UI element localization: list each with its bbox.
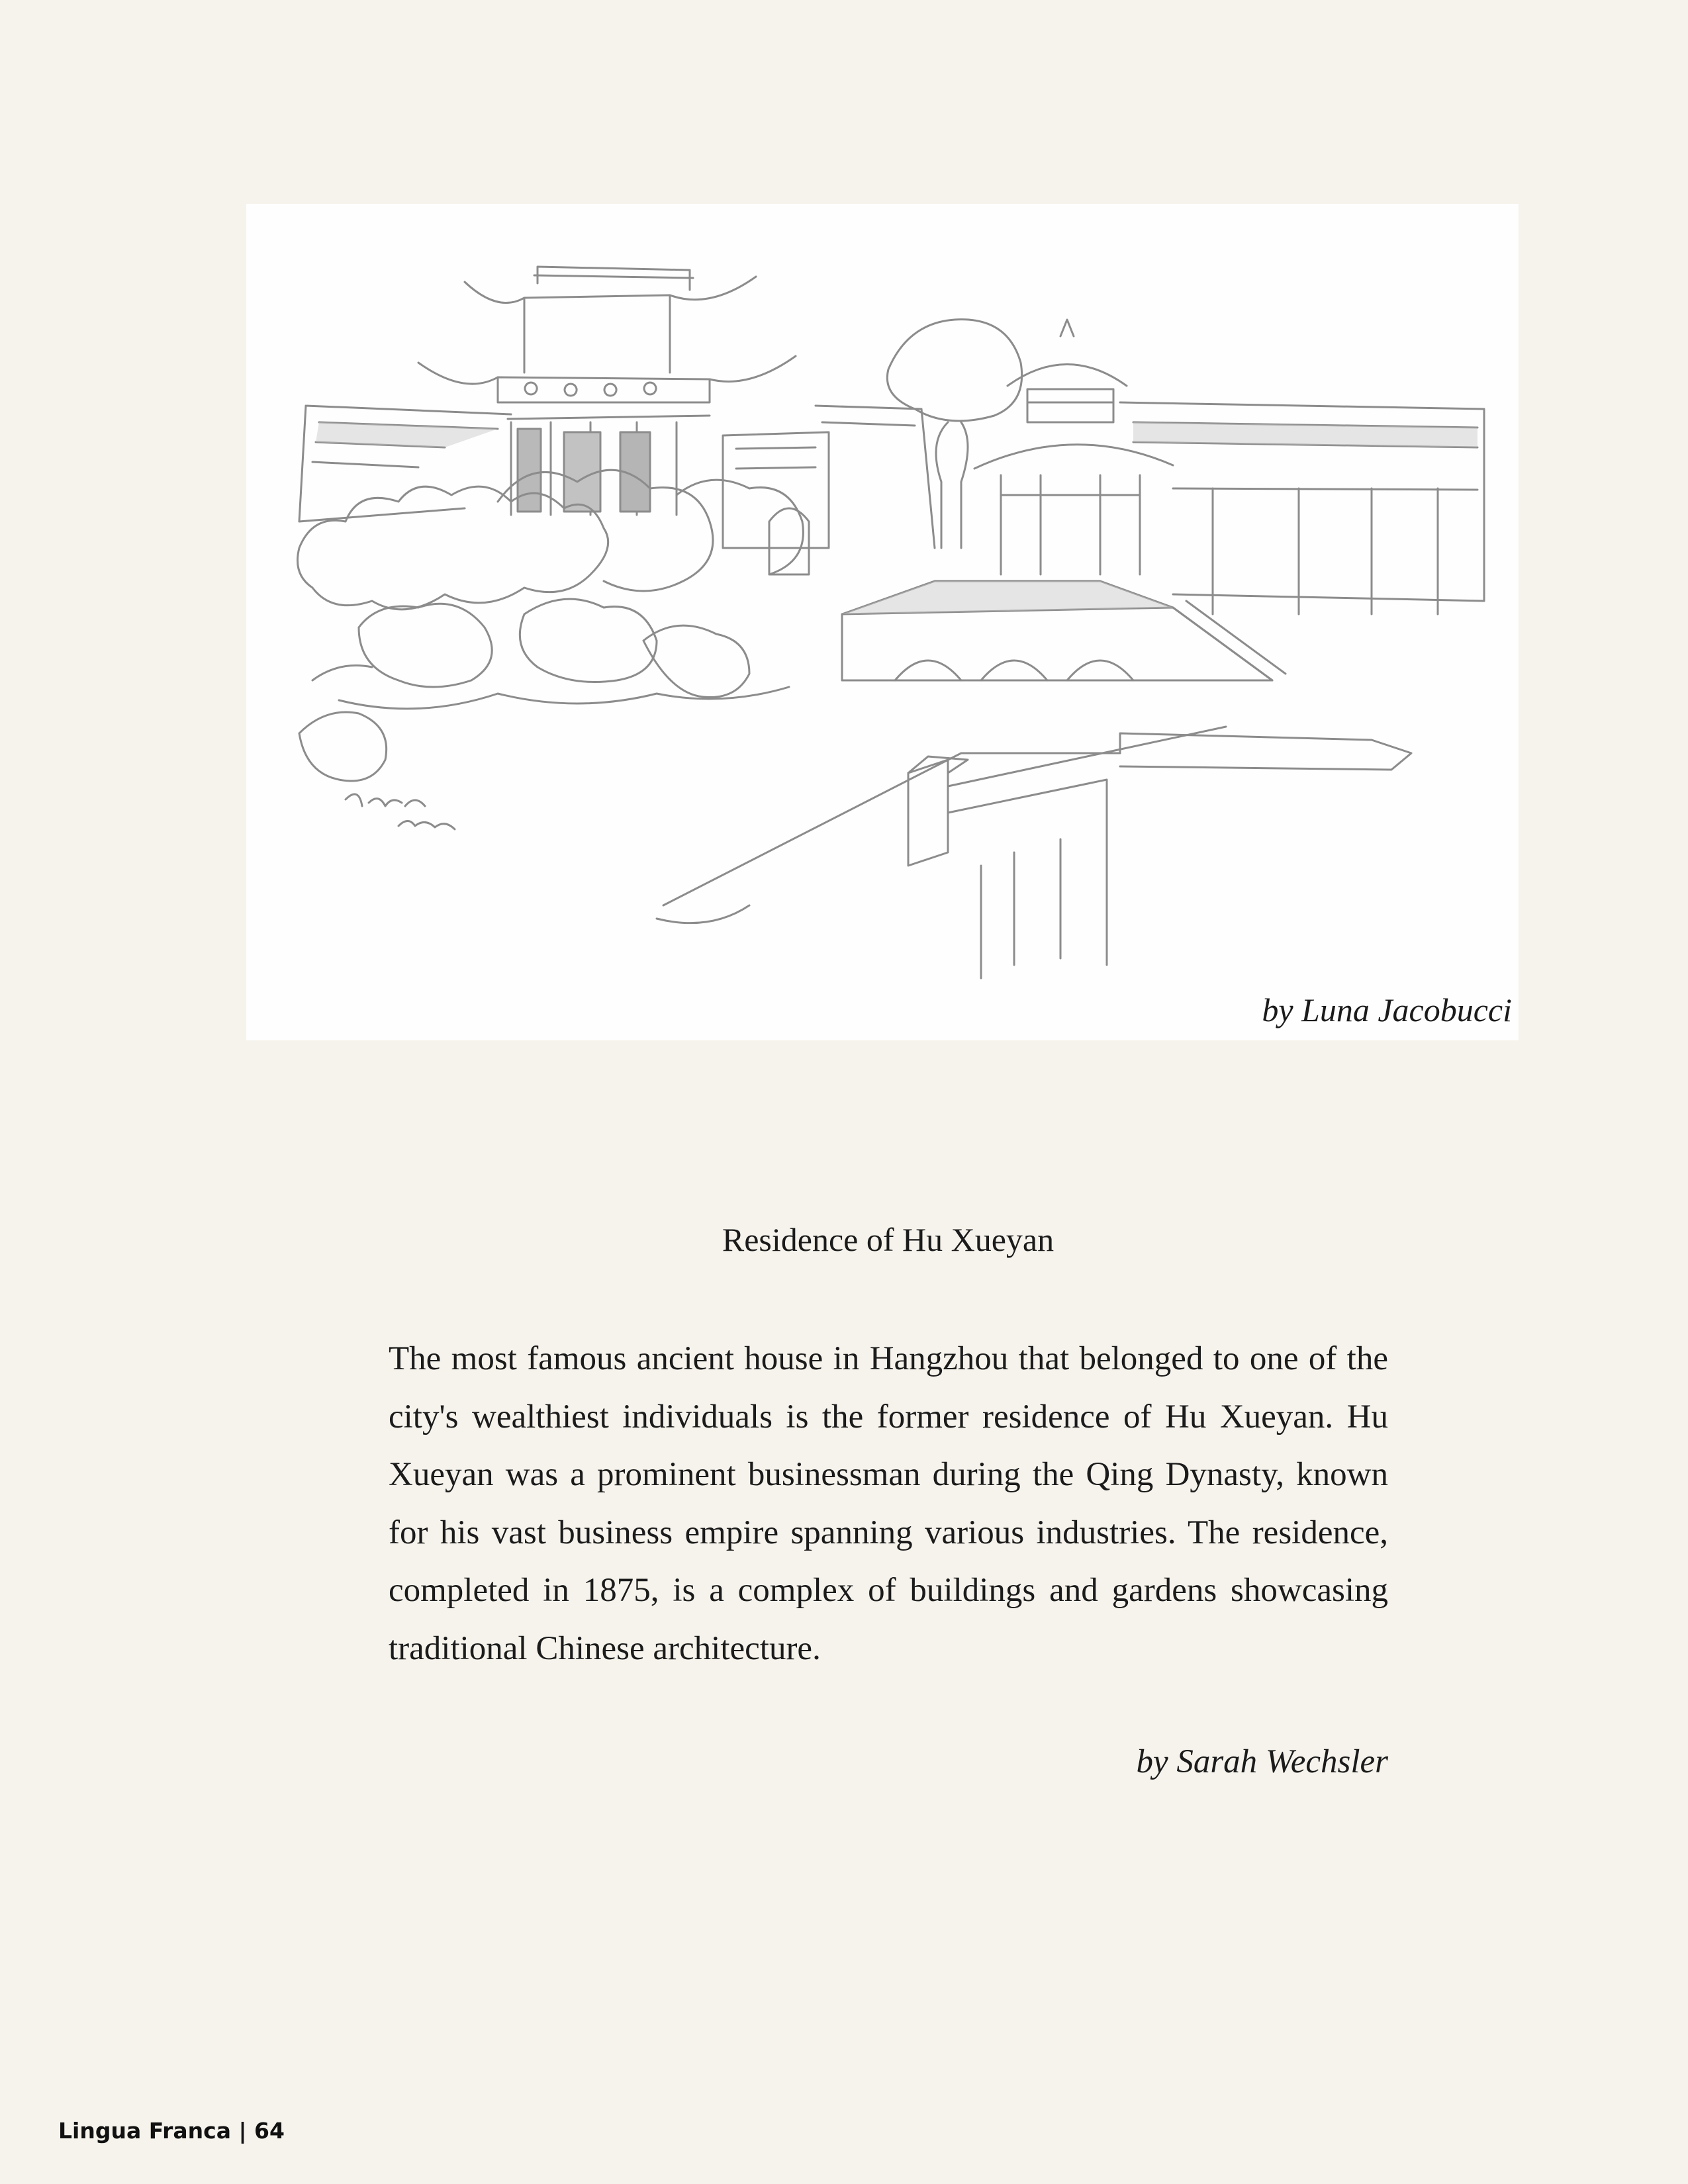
illustration-credit: by Luna Jacobucci — [1262, 991, 1512, 1028]
article-body: The most famous ancient house in Hangzhou that belonged to one of the city's wealthiest individuals is the former residence of Hu Xueyan. Hu Xueyan was a prominent businessman during the Qing Dynasty, known for his vast business empire spanning various industries. The residence, completed in 1875, is a complex of buildings and gardens showcasing traditional Chinese architecture. — [389, 1340, 1388, 1667]
article-credit: by Sarah Wechsler — [1136, 1743, 1388, 1780]
page-footer: Lingua Franca | 64 — [58, 2118, 285, 2144]
illustration-panel — [246, 204, 1519, 1040]
article-title: Residence of Hu Xueyan — [722, 1221, 1055, 1258]
pencil-sketch-image — [246, 204, 1519, 1040]
